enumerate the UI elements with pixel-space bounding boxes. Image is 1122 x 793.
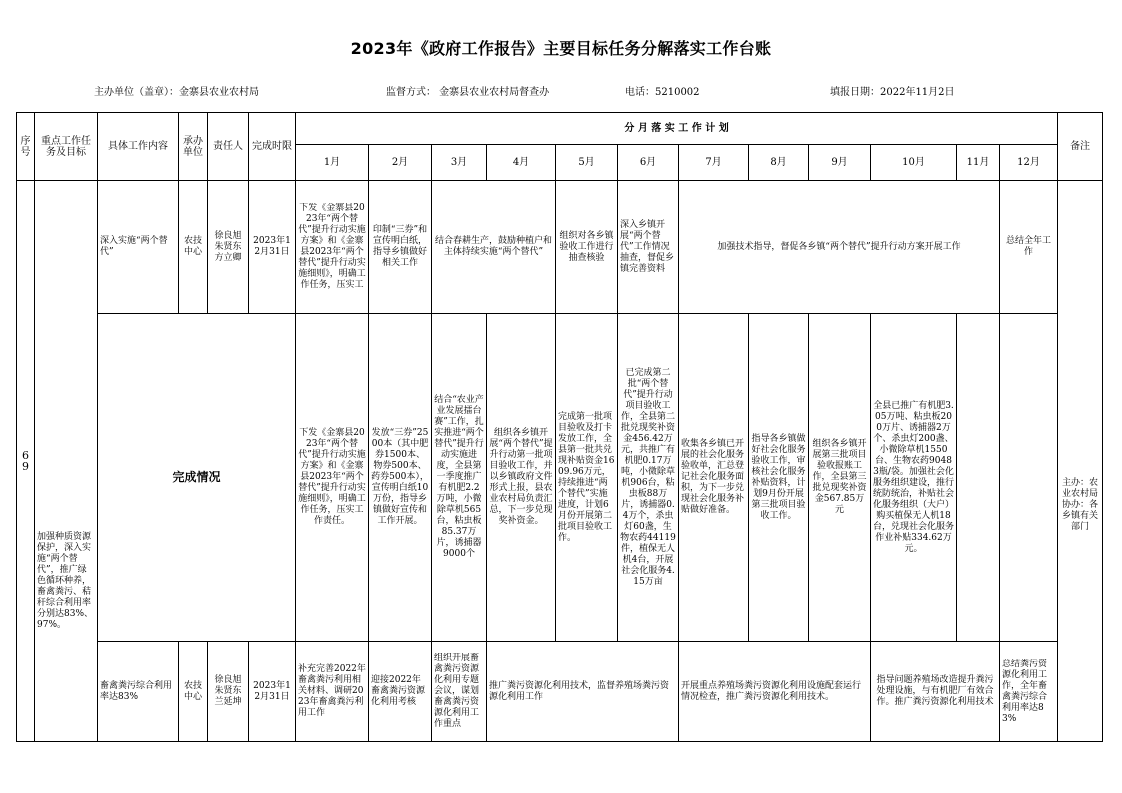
plan-month-12-text: 总结粪污资源化利用工作，全年畜禽粪污综合利用率达83%: [1002, 658, 1048, 724]
status-month-12: [1000, 314, 1058, 642]
status-month-8: 指导各乡镇做好社会化服务验收工作，审核社会化服务补贴资料，计划9月份开展第三批项目验收工作。: [749, 314, 809, 642]
header-month: 1月: [296, 145, 369, 181]
header-month: 9月: [809, 145, 871, 181]
plan-month-5: 组织对各乡镇验收工作进行抽查核验: [556, 181, 618, 314]
header-person: 责任人: [208, 113, 249, 181]
status-month-4: 组织各乡镇开展“两个替代”提升行动第一批项目验收工作，并以乡镇政府文件形式上报，县农业农村局负责汇总，下一步兑现奖补资金。: [487, 314, 556, 642]
responsible-person: 徐良旭 朱贤东 方立卿: [208, 181, 249, 314]
fill-date: 填报日期：2022年11月2日: [830, 87, 955, 98]
header-month: 6月: [618, 145, 679, 181]
page-title: 2023年《政府工作报告》主要目标任务分解落实工作台账: [350, 39, 772, 58]
plan-month-12: 总结全年工作: [1000, 181, 1058, 314]
status-month-9: 组织各乡镇开展第三批项目验收报账工作，全县第三批兑现奖补资金567.85万元: [809, 314, 871, 642]
header-month: 5月: [556, 145, 618, 181]
plan-month-7-11: 加强技术指导，督促各乡镇“两个替代”提升行动方案开展工作: [679, 181, 1000, 314]
status-month-6: 已完成第二批“两个替代”提升行动项目验收工作，全县第二批兑现奖补资金456.42万元，共推广有机肥0.17万吨，小微除草机906台，粘虫板88万片，诱捕器0.4万个，杀虫灯60盏，生物农药44119件，植保无人机4台，开展社会化服务4.15万亩: [618, 314, 679, 642]
header-month: 4月: [487, 145, 556, 181]
header-monthly-plan: 分 月 落 实 工 作 计 划: [296, 113, 1058, 145]
phone-number: 电话：5210002: [625, 87, 700, 98]
status-month-2: 发放“三券”2500本（其中肥券1500本、物券500本、药券500本），宣传明白纸10万份，指导乡镇做好宣传和工作开展。: [369, 314, 432, 642]
header-unit: 承办单位: [179, 113, 208, 181]
task-ledger-table: [16, 112, 1103, 742]
plan-month-12: [1000, 642, 1058, 742]
host-unit: 主办单位（盖章）：金寨县农业农村局: [94, 87, 259, 98]
row-seq: 69: [17, 181, 35, 742]
plan-month-7-9: 开展重点养殖场粪污资源化利用设施配套运行情况检查，推广粪污资源化利用技术。: [679, 642, 871, 742]
header-month: 3月: [432, 145, 487, 181]
status-month-10: 全县已推广有机肥3.05万吨、粘虫板200万片、诱捕器2万个、杀虫灯200盏、小微除草机1550台、生物农药90483瓶/袋。加强社会化服务组织建设，推行统防统治，补贴社会化服务组织（大户）购买植保无人机18台，兑现社会化服务作业补贴334.62万元。: [871, 314, 957, 642]
plan-month-2: 印制“三券”和宣传明白纸，指导乡镇做好相关工作: [369, 181, 432, 314]
deadline: 2023年12月31日: [249, 181, 296, 314]
plan-month-4-6: 推广粪污资源化利用技术，监督养殖场粪污资源化利用工作: [487, 642, 679, 742]
work-content: 畜禽粪污综合利用率达83%: [98, 642, 179, 742]
header-seq: 序号: [17, 113, 35, 181]
status-month-5: 完成第一批项目验收及打卡发放工作，全县第一批共兑现补贴资金1609.96万元，持续推进“两个替代”实施进度，计划6月份开展第二批项目验收工作。: [556, 314, 618, 642]
header-month: 12月: [1000, 145, 1058, 181]
plan-month-2: 迎接2022年畜禽粪污资源化利用考核: [369, 642, 432, 742]
status-month-3: 结合“农业产业发展擂台赛”工作，扎实推进“两个替代”提升行动实施进度，全县第一季度推广有机肥2.2万吨，小微除草机565台，粘虫板85.37万片，诱捕器9000个: [432, 314, 487, 642]
responsible-person: 徐良旭 朱贤东 兰延坤: [208, 642, 249, 742]
key-task-text: 加强种质资源保护，深入实施“两个替代”，推广绿色循环种养，畜禽粪污、秸秆综合利用率分别达83%、97%。: [35, 181, 98, 742]
status-month-1: 下发《金寨县2023年“两个替代”提升行动实施方案》和《金寨县2023年“两个替代”提升行动实施细则》，明确工作任务，压实工作责任。: [296, 314, 369, 642]
plan-month-10-11: 指导问题养殖场改造提升粪污处理设施，与有机肥厂有效合作。推广粪污资源化利用技术: [871, 642, 1000, 742]
status-month-11: [957, 314, 1000, 642]
plan-month-1: 补充完善2022年畜禽粪污利用相关材料、调研2023年畜禽粪污利用工作: [296, 642, 369, 742]
plan-month-3-text: 组织开展畜禽粪污资源化利用专题会议，谋划畜禽粪污资源化利用工作重点: [434, 653, 480, 729]
header-remark: 备注: [1058, 113, 1103, 181]
responsible-unit: 农技中心: [179, 181, 208, 314]
plan-month-1-text: 下发《金寨县2023年“两个替代”提升行动实施方案》和《金寨县2023年“两个替代”提升行动实施细则》，明确工作任务，压实工: [298, 203, 366, 290]
plan-month-3: [432, 642, 487, 742]
header-month: 8月: [749, 145, 809, 181]
plan-month-6: 深入乡镇开展“两个替代”工作情况抽查，督促乡镇完善资料: [618, 181, 679, 314]
header-deadline: 完成时限: [249, 113, 296, 181]
header-month: 11月: [957, 145, 1000, 181]
header-month: 2月: [369, 145, 432, 181]
plan-month-1: [296, 181, 369, 314]
header-month: 7月: [679, 145, 749, 181]
header-work-content: 具体工作内容: [98, 113, 179, 181]
responsible-unit: 农技中心: [179, 642, 208, 742]
plan-month-3-4: 结合春耕生产，鼓励种植户和主体持续实施“两个替代”: [432, 181, 556, 314]
remark: 主办：农业农村局 协办：各乡镇有关部门: [1058, 181, 1103, 742]
deadline: 2023年12月31日: [249, 642, 296, 742]
header-month: 10月: [871, 145, 957, 181]
supervision-method: 监督方式： 金寨县农业农村局督查办: [386, 87, 550, 98]
work-content: 深入实施“两个替代”: [98, 181, 179, 314]
header-key-task: 重点工作任务及目标: [35, 113, 98, 181]
status-month-7: 收集各乡镇已开展的社会化服务验收单，汇总登记社会化服务面积，为下一步兑现社会化服务补贴做好准备。: [679, 314, 749, 642]
completion-status-label: 完成情况: [98, 314, 296, 642]
